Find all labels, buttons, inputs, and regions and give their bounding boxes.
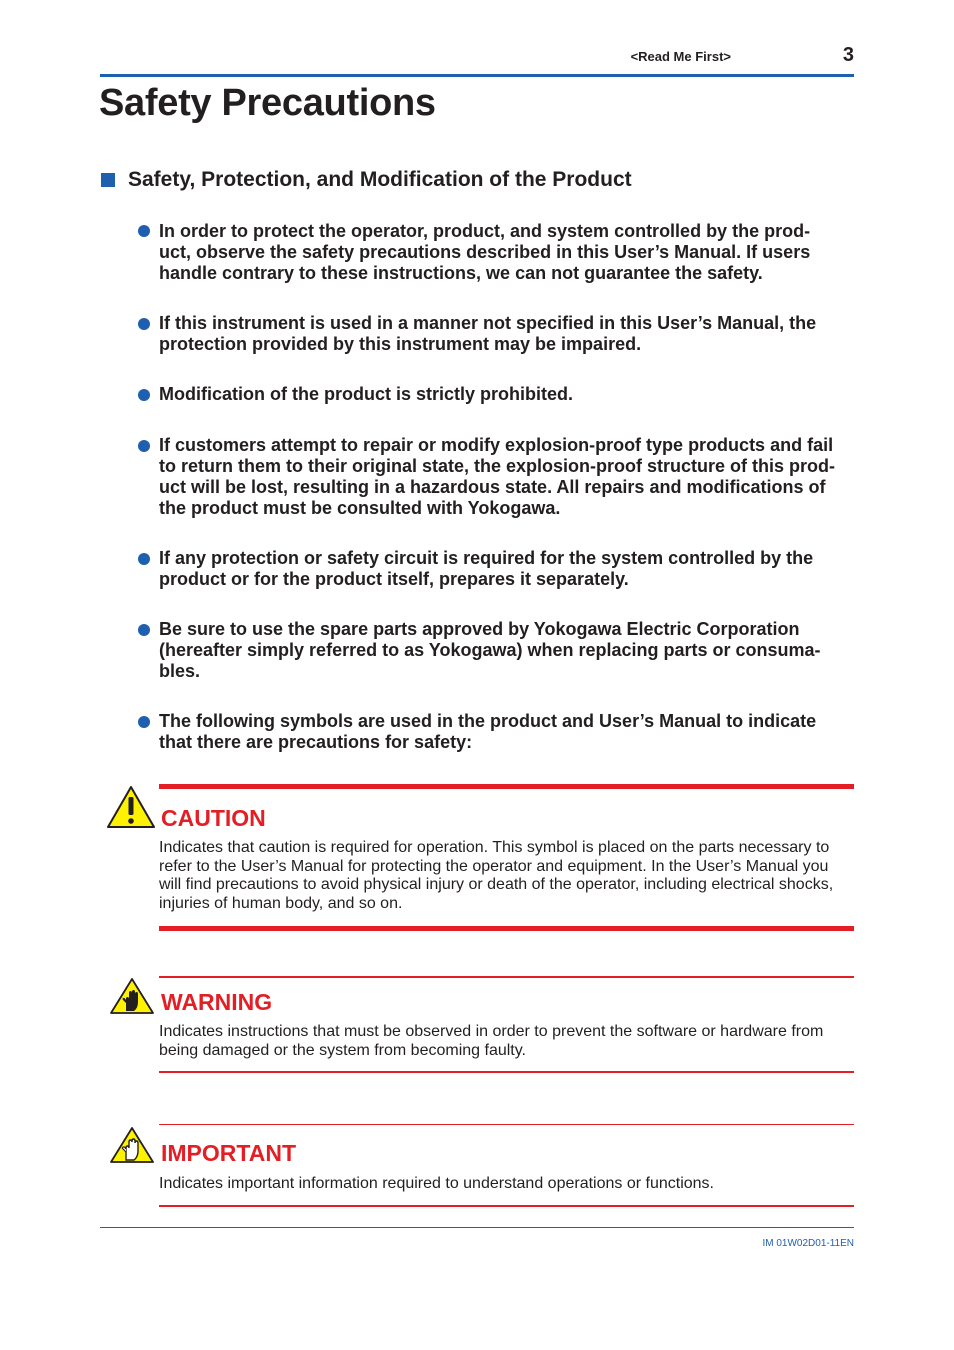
important-hand-icon <box>110 1127 154 1163</box>
bullet-line: the product must be consulted with Yokogawa. <box>159 498 561 518</box>
footer-rule <box>100 1227 854 1228</box>
warning-line: Indicates instructions that must be observed in order to prevent the software or hardware from <box>159 1023 824 1040</box>
bullet-line: to return them to their original state, the explosion-proof structure of this prod- <box>159 456 836 476</box>
warning-bottom-rule <box>159 1071 854 1073</box>
bullet-dot-icon <box>138 440 150 452</box>
page-number: 3 <box>842 44 854 66</box>
bullet-line: (hereafter simply referred to as Yokogawa) when replacing parts or consuma- <box>159 640 821 660</box>
important-line: Indicates important information required to understand operations or functions. <box>159 1175 714 1192</box>
document-id: IM 01W02D01-11EN <box>762 1238 854 1249</box>
bullet-item <box>159 619 859 682</box>
caution-title: CAUTION <box>161 805 266 831</box>
bullet-dot-icon <box>138 716 150 728</box>
caution-line: will find precautions to avoid physical injury or death of the operator, including electrical shocks, <box>159 876 834 894</box>
warning-top-rule <box>159 976 854 978</box>
warning-hand-icon <box>110 978 154 1014</box>
bullet-dot-icon <box>138 553 150 565</box>
caution-description <box>159 839 849 914</box>
bullet-line: If this instrument is used in a manner not specified in this User’s Manual, the <box>159 313 817 333</box>
caution-triangle-icon <box>106 785 156 829</box>
caution-line: refer to the User’s Manual for protecting the operator and equipment. In the User’s Manual you <box>159 857 829 875</box>
caution-line: injuries of human body, and so on. <box>159 895 403 913</box>
running-header: <Read Me First> <box>630 49 731 64</box>
section-square-icon <box>101 173 115 187</box>
bullet-line: product or for the product itself, prepares it separately. <box>159 569 629 589</box>
bullet-line: If any protection or safety circuit is required for the system controlled by the <box>159 548 814 568</box>
bullet-item <box>159 711 859 753</box>
bullet-item <box>159 435 859 519</box>
bullet-dot-icon <box>138 624 150 636</box>
bullet-dot-icon <box>138 389 150 401</box>
warning-description <box>159 1023 849 1060</box>
bullet-item <box>159 221 859 284</box>
bullet-line: handle contrary to these instructions, we can not guarantee the safety. <box>159 263 763 283</box>
bullet-line: In order to protect the operator, product, and system controlled by the prod- <box>159 221 811 241</box>
important-top-rule <box>159 1124 854 1125</box>
section-title: Safety, Protection, and Modification of the Product <box>128 168 632 191</box>
page-title: Safety Precautions <box>99 82 436 124</box>
bullet-line: that there are precautions for safety: <box>159 732 473 752</box>
important-bottom-rule <box>159 1205 854 1207</box>
bullet-item <box>159 313 859 355</box>
caution-top-rule <box>159 784 854 789</box>
bullet-line: uct will be lost, resulting in a hazardous state. All repairs and modifications of <box>159 477 826 497</box>
important-description <box>159 1175 849 1194</box>
bullet-line: The following symbols are used in the product and User’s Manual to indicate <box>159 711 817 731</box>
bullet-line: bles. <box>159 661 201 681</box>
bullet-dot-icon <box>138 318 150 330</box>
important-title: IMPORTANT <box>161 1140 297 1166</box>
bullet-line: If customers attempt to repair or modify explosion-proof type products and fail <box>159 435 834 455</box>
bullet-item <box>159 384 859 405</box>
bullet-dot-icon <box>138 225 150 237</box>
caution-bottom-rule <box>159 926 854 931</box>
warning-title: WARNING <box>161 989 273 1015</box>
bullet-line: protection provided by this instrument may be impaired. <box>159 334 642 354</box>
warning-line: being damaged or the system from becoming faulty. <box>159 1041 526 1059</box>
bullet-item <box>159 548 859 590</box>
bullet-line: Be sure to use the spare parts approved by Yokogawa Electric Corporation <box>159 619 800 639</box>
caution-line: Indicates that caution is required for operation. This symbol is placed on the parts necessary to <box>159 839 830 856</box>
bullet-line: Modification of the product is strictly prohibited. <box>159 384 573 404</box>
bullet-line: uct, observe the safety precautions described in this User’s Manual. If users <box>159 242 811 262</box>
header-rule <box>100 74 854 77</box>
